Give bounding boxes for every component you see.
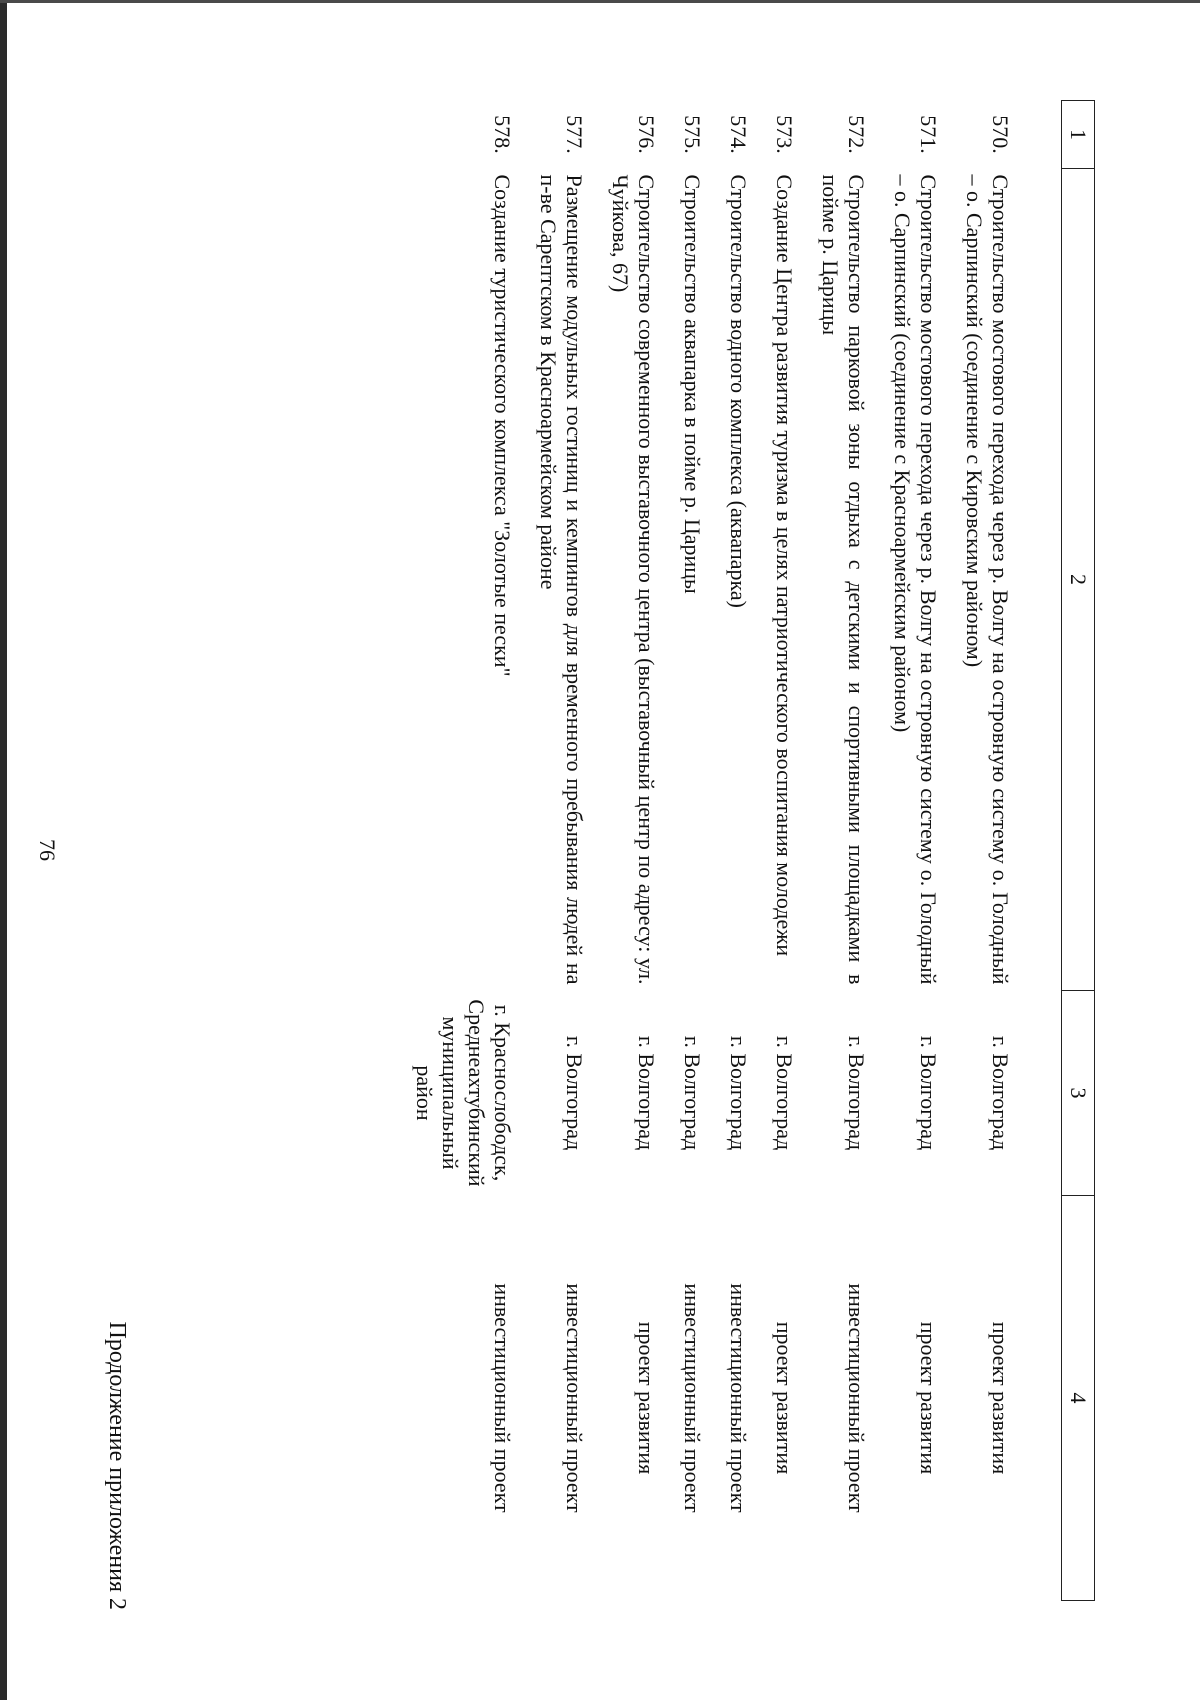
appendix-caption: Продолжение приложения 2 bbox=[104, 1321, 130, 1610]
table-row bbox=[751, 101, 797, 1601]
row-number: 574. bbox=[726, 115, 751, 154]
project-name: Строительство мостового перехода через р. Волгу на островную систему о. Голодный – о. Сарпинский (соединение с Кировским районом) bbox=[962, 174, 1013, 985]
project-name: Размещение модульных гостиниц и кемпингов для временного пребывания людей на п-ве Сарептском в Красноармейском районе bbox=[536, 174, 587, 985]
project-type: инвестиционный проект bbox=[680, 1283, 705, 1513]
project-location: г. Волгоград bbox=[634, 1035, 659, 1151]
row-number: 577. bbox=[562, 115, 587, 154]
project-name: Строительство парковой зоны отдыха с детскими и спортивными площадками в пойме р. Царицы bbox=[818, 174, 869, 985]
column-header-2: 2 bbox=[1062, 169, 1095, 991]
table-row bbox=[659, 101, 705, 1601]
project-location: г. Краснослободск, Среднеахтубинский муниципальный район bbox=[412, 999, 515, 1187]
project-location: г. Волгоград bbox=[726, 1035, 751, 1151]
table-row bbox=[587, 101, 659, 1601]
table-row bbox=[391, 101, 515, 1601]
project-location: г. Волгоград bbox=[916, 1035, 941, 1151]
project-location: г. Волгоград bbox=[772, 1035, 797, 1151]
project-location: г. Волгоград bbox=[844, 1035, 869, 1151]
project-type: проект развития bbox=[772, 1321, 797, 1475]
row-number: 573. bbox=[772, 115, 797, 154]
projects-table bbox=[391, 100, 1095, 1601]
project-type: инвестиционный проект bbox=[562, 1283, 587, 1513]
row-number: 572. bbox=[844, 115, 869, 154]
project-name: Строительство мостового перехода через р. Волгу на островную систему о. Голодный – о. Сарпинский (соединение с Красноармейским районом) bbox=[890, 174, 941, 985]
table-row bbox=[941, 101, 1062, 1601]
row-number: 576. bbox=[634, 115, 659, 154]
row-number: 575. bbox=[680, 115, 705, 154]
row-number: 570. bbox=[988, 115, 1013, 154]
project-type: проект развития bbox=[634, 1321, 659, 1475]
project-name: Строительство современного выставочного центра (выставочный центр по адресу: ул. Чуйкова, 67) bbox=[608, 174, 659, 985]
column-header-3: 3 bbox=[1062, 991, 1095, 1196]
table-row bbox=[869, 101, 941, 1601]
column-number-header bbox=[1062, 101, 1095, 1601]
column-header-4: 4 bbox=[1062, 1196, 1095, 1601]
page-number: 76 bbox=[35, 839, 60, 861]
row-number: 571. bbox=[916, 115, 941, 154]
project-type: проект развития bbox=[988, 1321, 1013, 1475]
project-name: Создание Центра развития туризма в целях патриотического воспитания молодежи bbox=[772, 174, 797, 957]
project-name: Строительство водного комплекса (аквапарка) bbox=[726, 174, 751, 608]
project-type: инвестиционный проект bbox=[490, 1283, 515, 1513]
table-row bbox=[705, 101, 751, 1601]
project-location: г. Волгоград bbox=[680, 1035, 705, 1151]
project-location: г. Волгоград bbox=[988, 1035, 1013, 1151]
table-row bbox=[797, 101, 869, 1601]
project-type: инвестиционный проект bbox=[844, 1283, 869, 1513]
project-type: проект развития bbox=[916, 1321, 941, 1475]
project-name: Создание туристического комплекса "Золотые пески" bbox=[490, 174, 515, 677]
column-header-1: 1 bbox=[1062, 101, 1095, 169]
project-name: Строительство аквапарка в пойме р. Царицы bbox=[680, 174, 705, 594]
project-location: г. Волгоград bbox=[562, 1035, 587, 1151]
row-number: 578. bbox=[490, 115, 515, 154]
table-row bbox=[515, 101, 587, 1601]
project-type: инвестиционный проект bbox=[726, 1283, 751, 1513]
